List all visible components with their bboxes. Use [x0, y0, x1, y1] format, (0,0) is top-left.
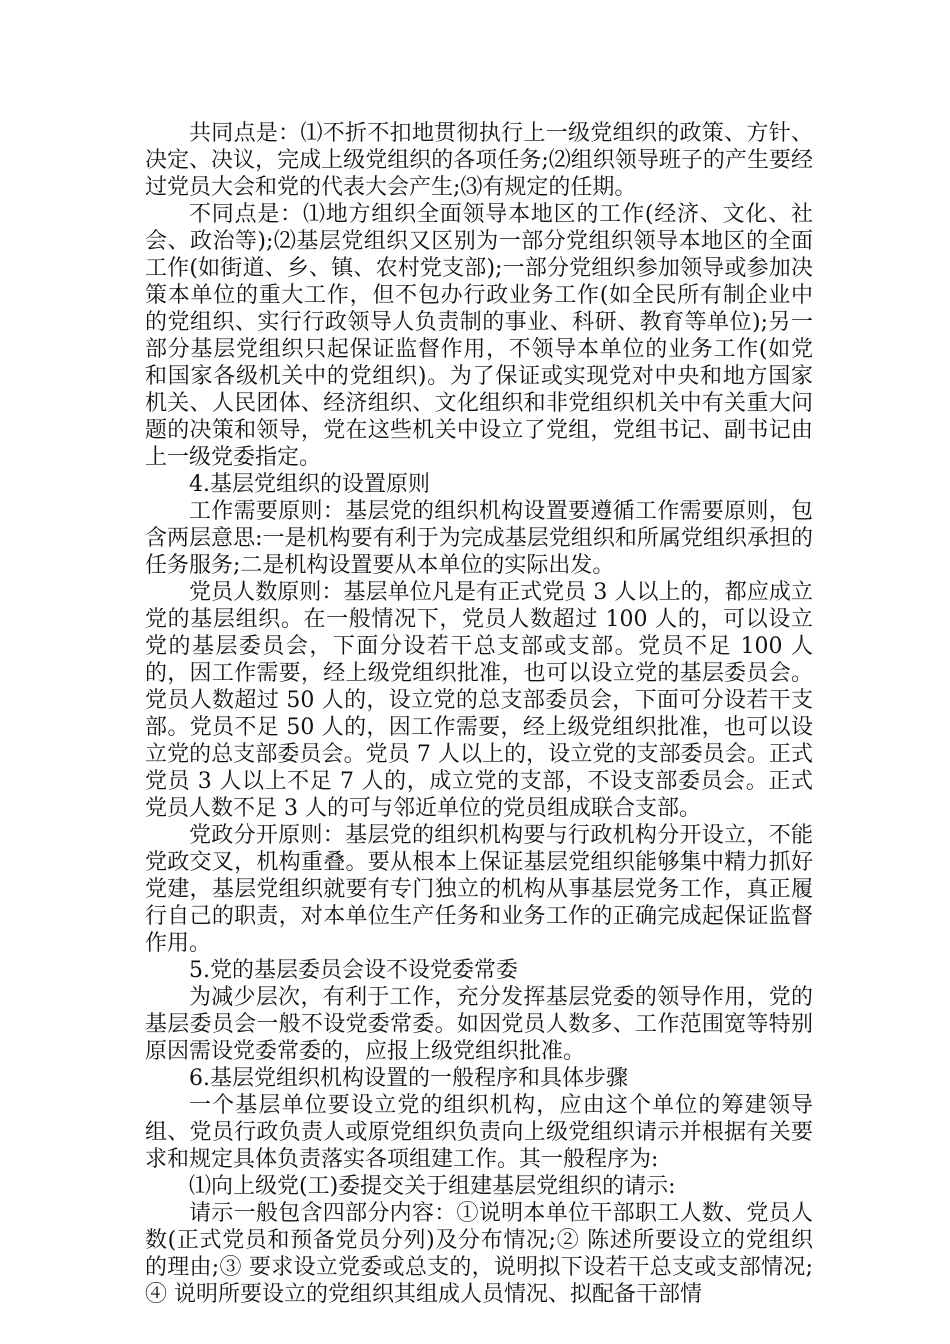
paragraph-party-government-separation: 党政分开原则：基层党的组织机构要与行政机构分开设立，不能党政交叉，机构重叠。要从根本上保证基层党组织能够集中精力抓好党建，基层党组织就要有专门独立的机构从事基层党务工作，真正履行自己的职责，对本单位生产任务和业务工作的正确完成起保证监督作用。	[145, 823, 813, 956]
paragraph-member-count-principle: 党员人数原则：基层单位凡是有正式党员 3 人以上的，都应成立党的基层组织。在一般情况下，党员人数超过 100 人的，可以设立党的基层委员会，下面分设若干总支部或支部。党员不足 100 人的，因工作需要，经上级党组织批准，也可以设立党的基层委员会。党员人数超过 50 人的，设立党的总支部委员会，下面可分设若干支部。党员不足 50 人的，因工作需要，经上级党组织批准，也可以设立党的总支部委员会。党员 7 人以上的，设立党的支部委员会。正式党员 3 人以上不足 7 人的，成立党的支部，不设支部委员会。正式党员人数不足 3 人的可与邻近单位的党员组成联合支部。	[145, 580, 813, 821]
paragraph-work-need-principle: 工作需要原则：基层党的组织机构设置要遵循工作需要原则，包含两层意思:一是机构要有利于为完成基层党组织和所属党组织承担的任务服务;二是机构设置要从本单位的实际出发。	[145, 499, 813, 578]
section-heading-5: 5.党的基层委员会设不设党委常委	[189, 958, 518, 983]
paragraph-request-contents: 请示一般包含四部分内容：①说明本单位干部职工人数、党员人数(正式党员和预备党员分列)及分布情况;② 陈述所要设立的党组织的理由;③ 要求设立党委或总支的，说明拟下设若干总支或支部情况;④ 说明所要设立的党组织其组成人员情况、拟配备干部情	[145, 1201, 813, 1307]
document-body	[145, 120, 813, 1308]
paragraph-standing-committee: 为减少层次，有利于工作，充分发挥基层党委的领导作用，党的基层委员会一般不设党委常委。如因党员人数多、工作范围宽等特别原因需设党委常委的，应报上级党组织批准。	[145, 985, 813, 1064]
paragraph-step-1: ⑴向上级党(工)委提交关于组建基层党组织的请示:	[189, 1174, 676, 1199]
paragraph-differences: 不同点是：⑴地方组织全面领导本地区的工作(经济、文化、社会、政治等);⑵基层党组织又区别为一部分党组织领导本地区的全面工作(如街道、乡、镇、农村党支部);一部分党组织参加领导或参加决策本单位的重大工作，但不包办行政业务工作(如全民所有制企业中的党组织、实行行政领导人负责制的事业、科研、教育等单位);另一部分基层党组织只起保证监督作用，不领导本单位的业务工作(如党和国家各级机关中的党组织)。为了保证或实现党对中央和地方国家机关、人民团体、经济组织、文化组织和非党组织机关中有关重大问题的决策和领导，党在这些机关中设立了党组，党组书记、副书记由上一级党委指定。	[145, 202, 813, 470]
paragraph-general-procedure: 一个基层单位要设立党的组织机构，应由这个单位的筹建领导组、党员行政负责人或原党组织负责向上级党组织请示并根据有关要求和规定具体负责落实各项组建工作。其一般程序为:	[145, 1093, 813, 1172]
section-heading-4: 4.基层党组织的设置原则	[189, 472, 430, 497]
paragraph-common-points: 共同点是：⑴不折不扣地贯彻执行上一级党组织的政策、方针、决定、决议，完成上级党组织的各项任务;⑵组织领导班子的产生要经过党员大会和党的代表大会产生;⑶有规定的任期。	[145, 121, 813, 200]
section-heading-6: 6.基层党组织机构设置的一般程序和具体步骤	[189, 1066, 628, 1091]
